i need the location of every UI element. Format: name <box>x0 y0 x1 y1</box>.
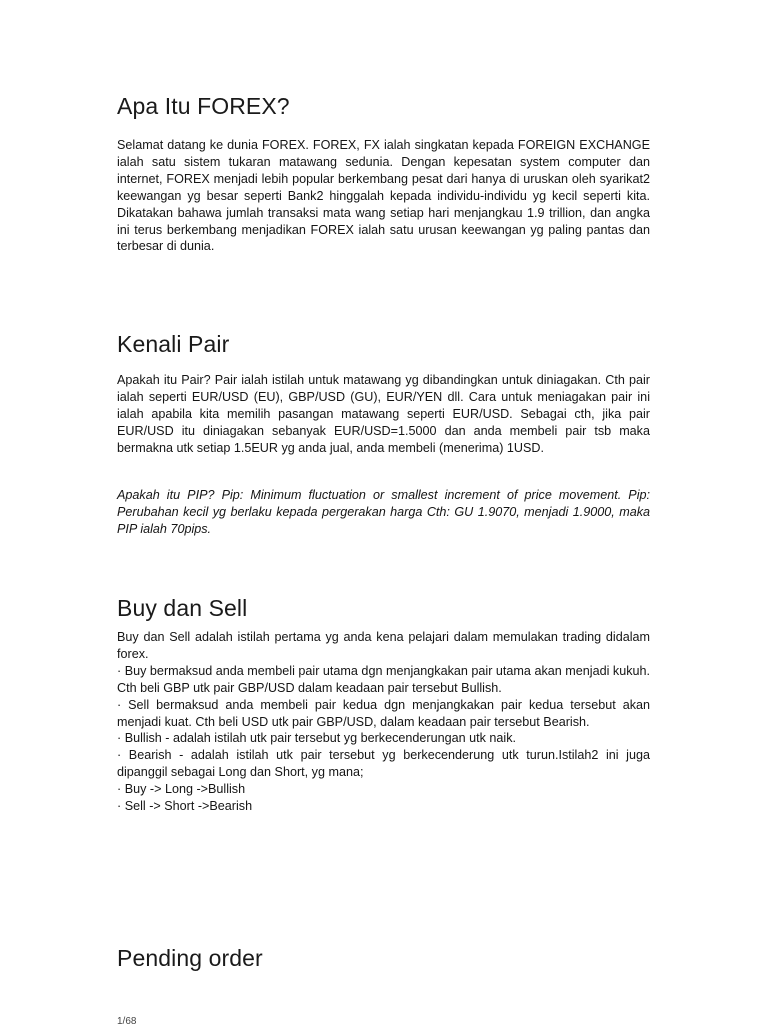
bullet-buy-long-bullish: · Buy -> Long ->Bullish <box>117 782 246 797</box>
paragraph-pair-definition: Apakah itu Pair? Pair ialah istilah untuk matawang yg dibandingkan untuk diniagakan. Cth pair ialah seperti EUR/USD (EU), GBP/USD (GU), EUR/YEN dll. Cara untuk meniagakan pair ini ialah apabila kita memilih pasangan matawang seperti EUR/USD. Sebagai cth, jika pair EUR/USD itu diniagakan sebanyak EUR/USD=1.5000 dan anda membeli pair tsb maka bermakna utk setiap 1.5EUR yg anda jual, anda membeli (menerima) 1USD. <box>117 373 650 455</box>
bullet-bearish-definition: · Bearish - adalah istilah utk pair tersebut yg berkecenderung utk turun.Istilah2 ini juga dipanggil sebagai Long dan Short, yg mana; <box>117 748 650 780</box>
heading-buy-dan-sell: Buy dan Sell <box>117 595 248 621</box>
heading-pending-order: Pending order <box>117 945 263 971</box>
page-number: 1/68 <box>117 1016 137 1027</box>
heading-kenali-pair: Kenali Pair <box>117 331 230 357</box>
heading-apa-itu-forex: Apa Itu FOREX? <box>117 93 290 119</box>
bullet-sell-definition: · Sell bermaksud anda membeli pair kedua dgn menjangkakan pair kedua tersebut akan menjadi kuat. Cth beli USD utk pair GBP/USD, dalam keadaan pair tersebut Bearish. <box>117 697 650 729</box>
bullet-buy-definition: · Buy bermaksud anda membeli pair utama dgn menjangkakan pair utama akan menjadi kukuh. Cth beli GBP utk pair GBP/USD dalam keadaan pair tersebut Bullish. <box>117 663 650 695</box>
buy-sell-intro: Buy dan Sell adalah istilah pertama yg anda kena pelajari dalam memulakan trading didalam forex. <box>117 630 650 661</box>
paragraph-pip-definition: Apakah itu PIP? Pip: Minimum fluctuation or smallest increment of price movement. Pip: Perubahan kecil yg berlaku kepada pergerakan harga Cth: GU 1.9070, menjadi 1.9000, maka PIP ialah 70pips. <box>117 488 650 536</box>
paragraph-forex-intro: Selamat datang ke dunia FOREX. FOREX, FX ialah singkatan kepada FOREIGN EXCHANGE ialah satu sistem tukaran matawang sedunia. Dengan kepesatan system computer dan internet, FOREX menjadi lebih popular berkembang pesat dari hanya di uruskan oleh syarikat2 keewangan yg besar seperti Bank2 hinggalah kepada individu-individu yg kecil seperti kita. Dikatakan bahawa jumlah transaksi mata wang setiap hari menjangkau 1.9 trillion, dan angka ini terus berkembang menjadikan FOREX ialah satu urusan keewangan yg paling pantas dan terbesar di dunia. <box>117 138 650 254</box>
bullet-sell-short-bearish: · Sell -> Short ->Bearish <box>117 799 253 814</box>
buy-sell-content <box>117 629 650 815</box>
bullet-bullish-definition: · Bullish - adalah istilah utk pair tersebut yg berkecenderungan utk naik. <box>117 731 517 746</box>
